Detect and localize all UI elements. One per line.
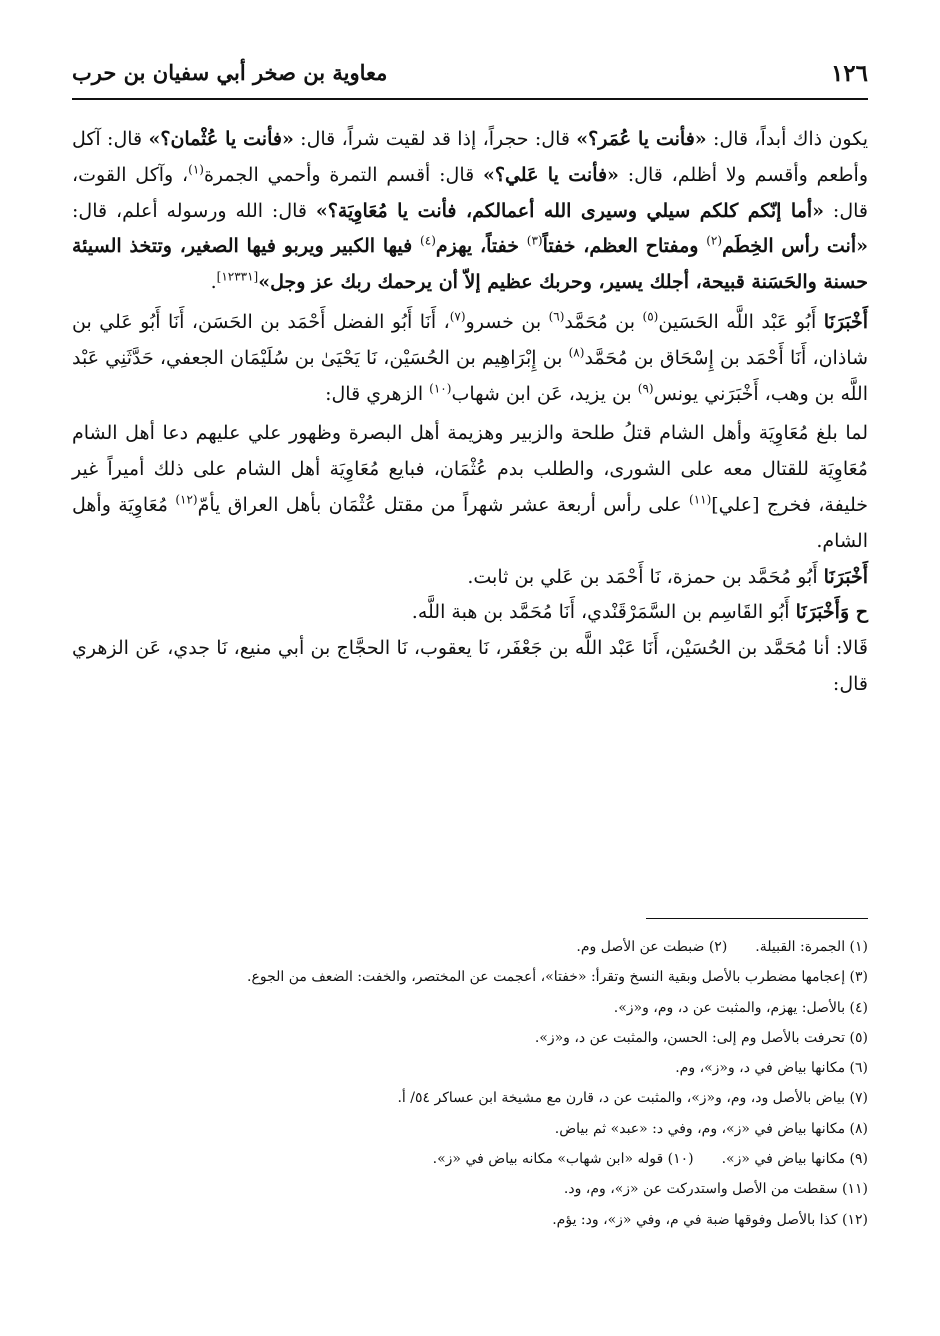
footnote-marker: (١٠): [429, 381, 452, 396]
footnote-marker: (٢): [706, 234, 723, 249]
text: بن خسرو: [465, 310, 549, 333]
quote: «فأنت يا عَلي؟»: [483, 163, 619, 186]
quote: «فأنت يا عُمَر؟»: [576, 128, 707, 150]
footnote-4: (٤) بالأصل: يهزم، والمثبت عن د، وم، و«ز».: [613, 999, 868, 1016]
text: قال: أقسم التمرة وأحمي الجمرة: [203, 163, 483, 186]
page-number: ١٢٦: [830, 60, 868, 87]
footnote-marker: (٧): [449, 309, 466, 324]
main-text: [72, 122, 868, 703]
text: قال: حجراً، إذا قد لقيت شراً، قال:: [293, 128, 577, 150]
text: يكون ذاك أبداً، قال:: [706, 128, 869, 150]
text: بن إِبْرَاهِيم بن الحُسَيْن، نَا يَحْيَىٰ بن سُلَيْمَان الجعفي، حَدَّثَنِي عَبْد اللَّه بن وهب، أَخْبَرَني يونس: [72, 346, 868, 405]
text: على رأس أربعة عشر شهراً من مقتل عُثْمَان بأهل العراق يأمّ: [197, 493, 689, 516]
footnote-marker: (١١): [689, 492, 712, 507]
paragraph-1: [72, 122, 868, 301]
quote: «أما إنّكم كلكم سيلي وسيرى الله أعمالكم، فأنت يا مُعَاوِيَة؟»: [315, 199, 825, 222]
text: بن يزيد، عَن ابن شهاب: [451, 382, 638, 405]
isnad-keyword: أَخْبَرَنَا: [823, 310, 869, 333]
footnote-separator: [646, 918, 868, 919]
quote: «فأنت يا عُثْمان؟»: [148, 128, 294, 150]
text: الزهري قال:: [325, 382, 430, 405]
footnote-marker: (١٢): [175, 492, 198, 507]
quote: «أنت رأس الخِطَم: [722, 235, 868, 258]
footnote-marker: (٥): [642, 309, 659, 324]
footnote-row: [72, 932, 868, 962]
text: أَبُو عَبْد اللَّه الحَسَين: [658, 310, 824, 333]
footnote-marker: (٩): [637, 381, 654, 396]
footnote-marker: (٤): [420, 234, 436, 249]
footnote-3: (٣) إعجامها مضطرب بالأصل وبقية النسخ وتقرأ: «خفتا»، أعجمت عن المختصر، والخفت: الضعف من الجوع.: [247, 969, 868, 986]
footnote-6: (٦) مكانها بياض في د، و«ز»، وم.: [675, 1060, 868, 1077]
footnote-1: (١) الجمرة: القبيلة.: [755, 939, 868, 955]
footnote-2: (٢) ضبطت عن الأصل وم.: [576, 939, 728, 955]
text: لما بلغ مُعَاوِيَة وأهل الشام قتلُ طلحة والزبير وهزيمة أهل البصرة وظهور علي عليهم دعا أهل الشام مُعَاوِيَة للقتال معه على الشورى، والطلب بدم عُثْمَان، فبايع مُعَاوِيَة أهل الشام على ذلك أميراً غير خليفة، فخرج [علي]: [72, 422, 869, 516]
footnote-row: [72, 1144, 868, 1174]
paragraph-5: [72, 595, 868, 631]
text: مُعَاوِيَة وأهل الشام.: [72, 493, 868, 552]
text: أَبُو القَاسِم بن السَّمَرْقَنْدي، أَنَا مُحَمَّد بن هبة اللَّه.: [411, 601, 796, 624]
text: قَالا: أنا مُحَمَّد بن الحُسَيْن، أَنَا عَبْد اللَّه بن جَعْفَر، نَا يعقوب، نَا الحجَّاج بن أبي منيع، نَا جدي، عَن الزهري قال:: [72, 637, 868, 695]
text: أَبُو مُحَمَّد بن حمزة، نَا أَحْمَد بن عَلي بن ثابت.: [467, 565, 824, 588]
footnotes: [72, 932, 868, 1235]
footnote-marker: (٦): [548, 309, 565, 324]
hadith-reference-number: [١٢٣٣١]: [216, 269, 259, 284]
isnad-keyword: ح وَأَخْبَرَنَا: [795, 601, 868, 624]
text: .: [210, 271, 217, 294]
footnote-10: (١٠) قوله «ابن شهاب» مكانه بياض في «ز».: [432, 1151, 694, 1168]
quote: ومفتاح العظم، خفتاً: [542, 235, 707, 258]
text: بن مُحَمَّد: [564, 310, 643, 333]
paragraph-3: [72, 416, 868, 559]
footnote-5: (٥) تحرفت بالأصل وم إلى: الحسن، والمثبت عن د، و«ز».: [534, 1029, 868, 1046]
footnote-11: (١١) سقطت من الأصل واستدركت عن «ز»، وم، ود.: [563, 1181, 868, 1198]
text: ، وآكل القوت، قال:: [72, 163, 869, 222]
quote: خفتاً، يهزم: [435, 235, 527, 258]
isnad-keyword: أَخْبَرَنَا: [823, 565, 868, 588]
footnote-marker: (٨): [568, 345, 585, 360]
footnote-marker: (٣): [526, 234, 543, 249]
paragraph-6: [72, 631, 868, 703]
paragraph-4: [72, 560, 868, 596]
paragraph-2: [72, 305, 868, 412]
quote: فيها الكبير ويربو فيها الصغير، وتتخذ السيئة حسنة والحَسَنة قبيحة، أجلك يسير، وحربك عظيم إلاّ أن يرحمك ربك عز وجل»: [72, 235, 868, 294]
text: قال: الله ورسوله أعلم، قال:: [72, 199, 316, 222]
footnote-marker: (١): [188, 162, 204, 177]
footnote-12: (١٢) كذا بالأصل وفوقها ضبة في م، وفي «ز»، ود: يؤم.: [552, 1211, 868, 1228]
text: ، أَنَا أَبُو الفضل أَحْمَد بن الحَسَن، أَنَا أَبُو عَلي بن شاذان، أَنَا أَحْمَد بن إِسْحَاق بن مُحَمَّد: [72, 310, 868, 369]
text: قال: آكل وأطعم وأقسم ولا أظلم، قال:: [72, 128, 868, 186]
footnote-7: (٧) بياض بالأصل ود، وم، و«ز»، والمثبت عن د، قارن مع مشيخة ابن عساكر ٥٤/ أ.: [397, 1090, 868, 1107]
footnote-8: (٨) مكانها بياض في «ز»، وم، وفي د: «عبد» ثم بياض.: [554, 1120, 868, 1137]
page-header: [72, 58, 868, 100]
running-title: معاوية بن صخر أبي سفيان بن حرب: [72, 60, 388, 85]
footnote-9: (٩) مكانها بياض في «ز».: [721, 1151, 868, 1168]
